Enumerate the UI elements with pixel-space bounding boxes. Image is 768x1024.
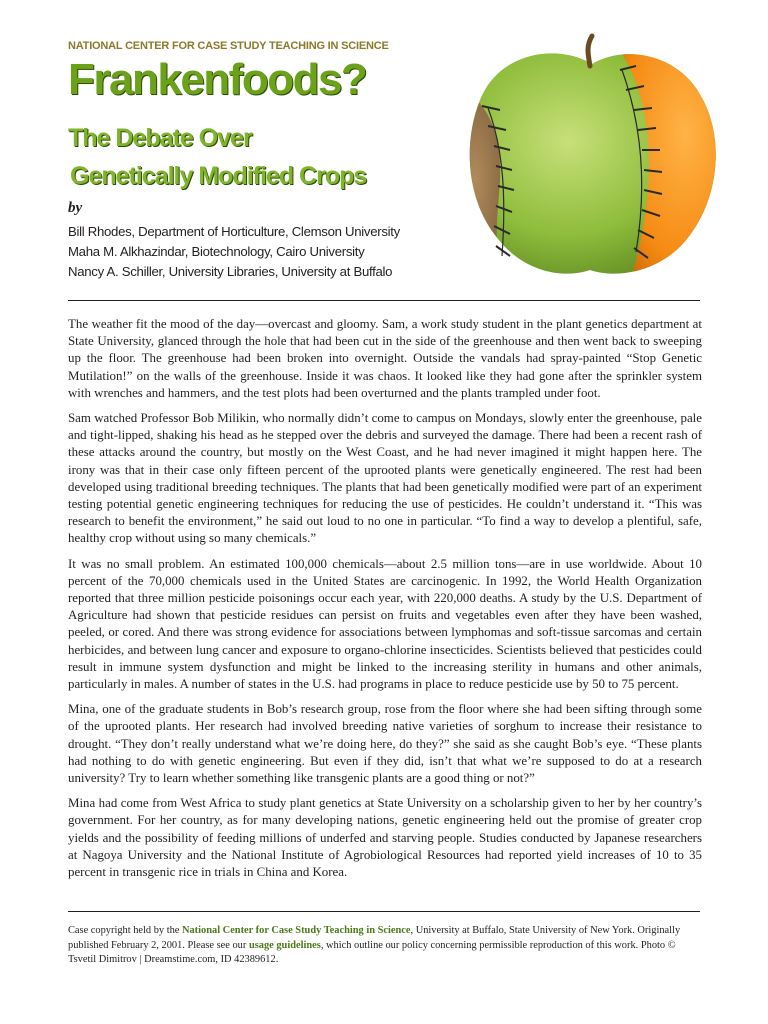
paragraph-3: It was no small problem. An estimated 100,000 chemicals—about 2.5 million tons—are in use worldwide. About 10 percent of the 70,000 chemicals used in the United States are carcinogenic. In 1992, the World Health Organization reported that three million pesticide poisonings occur each year, with 220,000 deaths. A study by the U.S. Department of Agriculture had shown that pesticide residues can persist on fruits and vegetables even after they have been washed, peeled, or cored. And there was strong evidence for associations between lymphomas and soft-tissue sarcomas and certain herbicides, and between lung cancer and exposure to organo-chlorine insecticides. Scientists believed that pesticides could result in immune system dysfunction and might be linked to the increasing sterility in humans and other animals, particularly in males. A number of states in the U.S. had programs in place to reduce pesticide use by 50 to 75 percent.: [68, 556, 702, 692]
paragraph-4: Mina, one of the graduate students in Bob’s research group, rose from the floor where she had been sifting through some of the uprooted plants. Her research had involved breeding native varieties of sorghum to increase their resistance to drought. “They don’t really understand what we’re doing here, do they?” she said as she caught Bob’s eye. “These plants had nothing to do with genetic engineering. But even if they did, isn’t that what we’re supposed to do at a research university? Try to learn whether something like transgenic plants are a good thing or not?”: [68, 702, 702, 786]
subtitle-line-1: The Debate Over: [68, 124, 252, 152]
nccstis-link[interactable]: National Center for Case Study Teaching in Science: [181, 925, 411, 936]
header-divider: [68, 300, 700, 301]
paragraph-2: Sam watched Professor Bob Milikin, who normally didn’t come to campus on Mondays, slowly enter the greenhouse, pale and tight-lipped, shaking his head as he stepped over the debris and surveyed the damage. There had been a recent rash of these attacks around the country, but mostly on the West Coast, and he had never imagined it might happen here. The irony was that in their case only fifteen percent of the uprooted plants were genetically engineered. The rest had been developed using traditional breeding techniques. The plants that had been genetically modified were part of an experiment testing potential genetic engineering techniques for reducing the use of pesticides. He couldn’t understand it. “This was research to benefit the environment,” he said out loud to no one in particular. “To find a way to develop a plentiful, safe, healthy crop without using so many chemicals.”: [68, 411, 702, 546]
footer-text-1: Case copyright held by the: [68, 925, 182, 936]
by-label: by: [68, 200, 83, 216]
author-2: Maha M. Alkhazindar, Biotechnology, Cairo University: [68, 244, 365, 259]
copyright-footer: [68, 924, 702, 968]
footer-text-3: , which outline our policy concerning permissible reproduction of this work. Photo © Tsvetil Dimitrov | Dreamstime.com, ID 42389612.: [68, 939, 676, 966]
subtitle-line-2: Genetically Modified Crops: [70, 162, 367, 190]
footer-text-2: , University at Buffalo, State University of New York. Originally published February 2, 2001. Please see our: [68, 925, 681, 951]
author-list: [68, 222, 400, 282]
author-3: Nancy A. Schiller, University Libraries, University at Buffalo: [68, 264, 393, 279]
usage-guidelines-link[interactable]: usage guidelines: [248, 939, 321, 951]
org-name: NATIONAL CENTER FOR CASE STUDY TEACHING IN SCIENCE: [68, 40, 389, 52]
stitched-apple-orange-kiwi-icon: [440, 30, 750, 290]
case-body: [68, 316, 702, 889]
footer-divider: [68, 911, 700, 912]
paragraph-1: The weather fit the mood of the day—overcast and gloomy. Sam, a work study student in the plant genetics department at State University, glanced through the hole that had been cut in the side of the greenhouse and then went back to sweeping up the floor. The greenhouse had been broken into overnight. Outside the vandals had spray-painted “Stop Genetic Mutilation!” on the walls of the greenhouse. Inside it was chaos. It looked like they had gone after the sprinkler system with wrenches and hammers, and the test plots had been overturned and the plants trampled under foot.: [68, 317, 702, 400]
page-title: Frankenfoods?: [68, 55, 367, 104]
author-1: Bill Rhodes, Department of Horticulture, Clemson University: [68, 224, 400, 239]
paragraph-5: Mina had come from West Africa to study plant genetics at State University on a scholarship given to her by her country’s government. For her country, as for many developing nations, genetic engineering held out the promise of greater crop yields and the possibility of feeding millions of underfed and starving people. Studies conducted by Japanese researchers at Nagoya University and the National Institute of Agrobiological Resources had reported yield increases of 10 to 35 percent in transgenic rice in trials in China and Korea.: [68, 796, 702, 880]
